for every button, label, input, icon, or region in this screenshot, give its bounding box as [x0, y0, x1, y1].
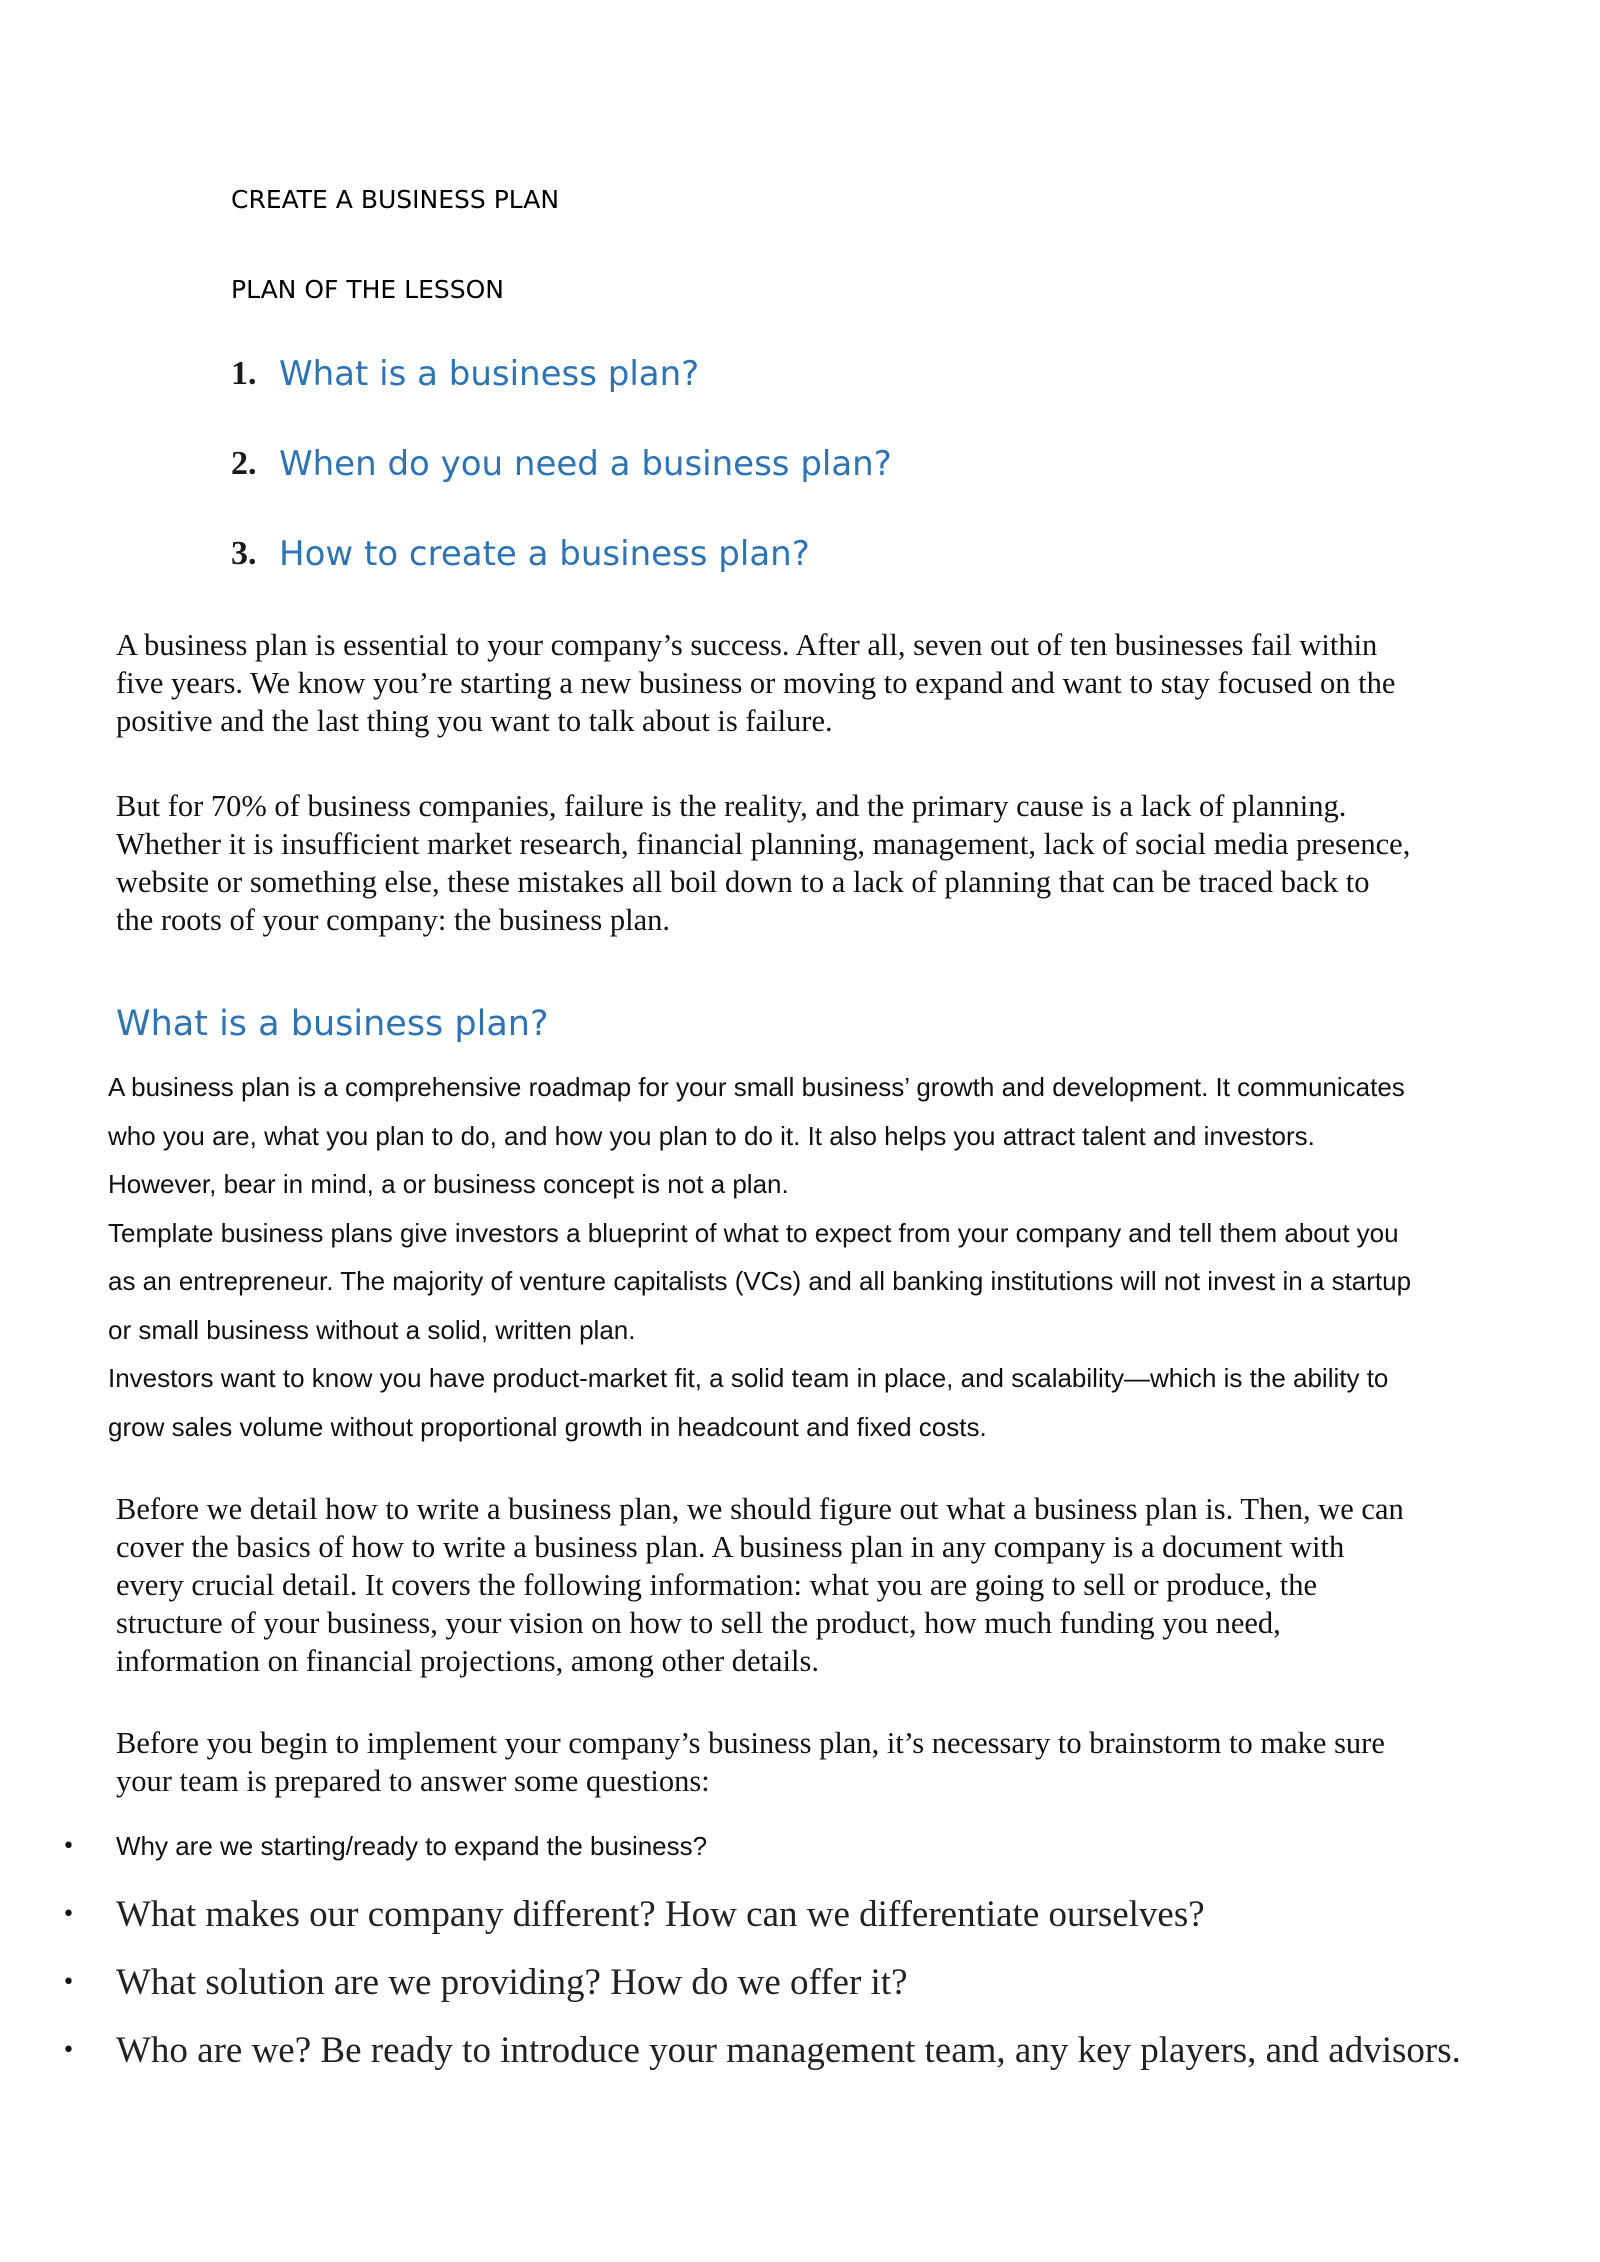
- section-heading: What is a business plan?: [116, 1004, 549, 1044]
- bullet-item: [62, 1826, 707, 1866]
- paragraph-line: Before we detail how to write a business plan, we should figure out what a business plan is. Then, we can: [116, 1492, 1404, 1526]
- section-line: who you are, what you plan to do, and how you plan to do it. It also helps you attract talent and investors.: [108, 1120, 1315, 1151]
- document-title: CREATE A BUSINESS PLAN: [231, 185, 560, 214]
- paragraph-line: Whether it is insufficient market research, financial planning, management, lack of social media presence,: [116, 827, 1411, 861]
- document-subtitle: PLAN OF THE LESSON: [231, 275, 504, 304]
- bullet-text: What solution are we providing? How do we offer it?: [116, 1961, 908, 2003]
- toc-text: When do you need a business plan?: [279, 444, 892, 484]
- toc-number: 3.: [231, 535, 257, 572]
- paragraph-line: five years. We know you’re starting a new business or moving to expand and want to stay focused on the: [116, 666, 1396, 700]
- toc-text: What is a business plan?: [279, 354, 700, 394]
- paragraph-line: positive and the last thing you want to talk about is failure.: [116, 704, 833, 738]
- paragraph-line: the roots of your company: the business plan.: [116, 903, 670, 937]
- toc-number: 1.: [231, 355, 257, 392]
- intro-paragraph: [116, 626, 1516, 740]
- paragraph-line: structure of your business, your vision on how to sell the product, how much funding you need,: [116, 1606, 1281, 1640]
- detail-paragraph: [116, 1724, 1516, 1800]
- section-body: [108, 1063, 1528, 1451]
- section-line: Template business plans give investors a blueprint of what to expect from your company and tell them about you: [108, 1217, 1399, 1248]
- bullet-item: [62, 1956, 908, 2008]
- toc-text: How to create a business plan?: [279, 534, 810, 574]
- paragraph-line: A business plan is essential to your company’s success. After all, seven out of ten businesses fail within: [116, 628, 1378, 662]
- section-line: as an entrepreneur. The majority of venture capitalists (VCs) and all banking institutions will not invest in a startup: [108, 1266, 1412, 1296]
- bullet-item: [62, 2024, 1461, 2076]
- toc-item: [231, 530, 810, 578]
- bullet-text: Why are we starting/ready to expand the business?: [116, 1830, 708, 1861]
- bullet-icon: •: [62, 2037, 75, 2063]
- section-line: However, bear in mind, a or business concept is not a plan.: [108, 1169, 789, 1199]
- bullet-icon: •: [62, 1833, 75, 1859]
- section-line: Investors want to know you have product-market fit, a solid team in place, and scalability—which is the ability to: [108, 1363, 1389, 1393]
- bullet-text: What makes our company different? How can we differentiate ourselves?: [116, 1893, 1205, 1935]
- paragraph-line: Before you begin to implement your company’s business plan, it’s necessary to brainstorm to make sure: [116, 1726, 1385, 1760]
- section-line: grow sales volume without proportional growth in headcount and fixed costs.: [108, 1411, 987, 1442]
- paragraph-line: information on financial projections, among other details.: [116, 1644, 820, 1678]
- section-line: A business plan is a comprehensive roadmap for your small business’ growth and development. It communicates: [108, 1072, 1405, 1102]
- intro-paragraph: [116, 787, 1516, 939]
- paragraph-line: But for 70% of business companies, failure is the reality, and the primary cause is a lack of planning.: [116, 789, 1347, 823]
- toc-item: [231, 440, 892, 488]
- section-line: or small business without a solid, written plan.: [108, 1314, 636, 1345]
- bullet-icon: •: [62, 1901, 75, 1927]
- paragraph-line: your team is prepared to answer some questions:: [116, 1764, 710, 1798]
- bullet-icon: •: [62, 1969, 75, 1995]
- paragraph-line: every crucial detail. It covers the following information: what you are going to sell or produce, the: [116, 1568, 1317, 1602]
- detail-paragraph: [116, 1490, 1516, 1680]
- paragraph-line: cover the basics of how to write a business plan. A business plan in any company is a document with: [116, 1530, 1345, 1564]
- toc-item: [231, 350, 699, 398]
- bullet-text: Who are we? Be ready to introduce your management team, any key players, and advisors.: [116, 2029, 1461, 2071]
- bullet-item: [62, 1888, 1205, 1940]
- toc-number: 2.: [231, 445, 257, 482]
- paragraph-line: website or something else, these mistakes all boil down to a lack of planning that can be traced back to: [116, 865, 1370, 899]
